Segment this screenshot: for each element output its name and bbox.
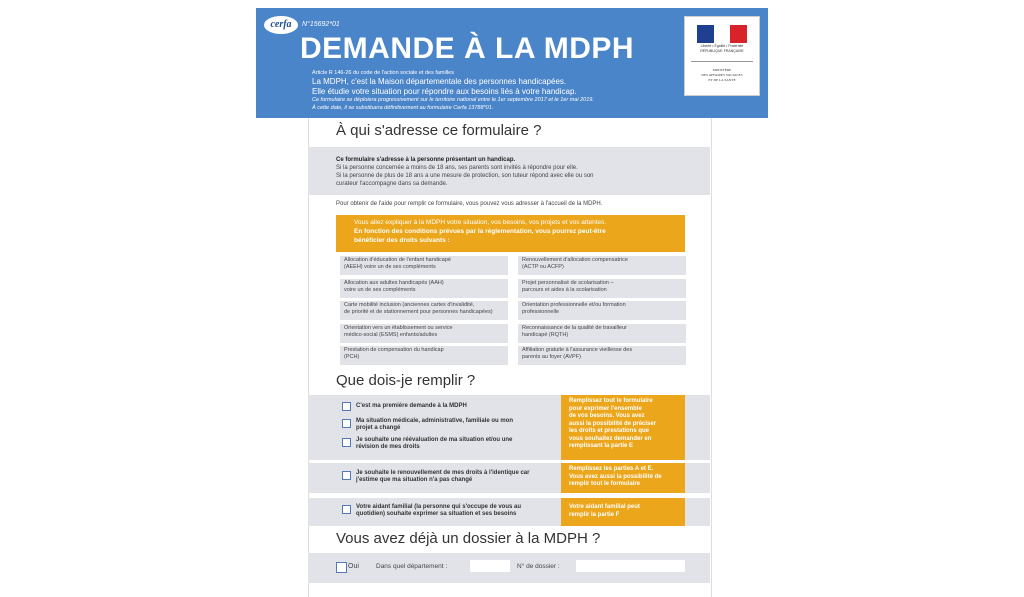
benefit-line: Prestation de compensation du handicap xyxy=(344,347,444,353)
intro-text xyxy=(312,77,577,97)
choice-label-line: projet a changé xyxy=(356,425,401,431)
choice-label-line: Votre aidant familial (la personne qui s'occupe de vous au xyxy=(356,504,522,510)
divider xyxy=(691,61,753,62)
intro-line: Elle étudie votre situation pour répondre aux besoins liés à votre handicap. xyxy=(312,87,577,96)
benefit-item xyxy=(518,324,686,343)
republic-name: RÉPUBLIQUE FRANÇAISE xyxy=(700,48,744,53)
instruction-line: aussi la possibilité de préciser xyxy=(569,420,657,427)
benefit-item xyxy=(340,324,508,343)
choice-label xyxy=(356,504,521,518)
help-line: Pour obtenir de l'aide pour remplir ce formulaire, vous pouvez vous adresser à l'accueil de la MDPH. xyxy=(336,201,603,207)
situation-changed-checkbox[interactable] xyxy=(342,419,351,428)
benefit-item xyxy=(340,256,508,275)
renewal-checkbox[interactable] xyxy=(342,471,351,480)
choice-label-line: j'estime que ma situation n'a pas changé xyxy=(356,477,473,483)
department-input[interactable] xyxy=(470,560,510,572)
audience-line: Si la personne concernée a moins de 18 ans, ses parents sont invités à répondre pour elle. xyxy=(336,165,578,171)
note-line: À cette date, il se substituera définitivement au formulaire Cerfa 13788*01. xyxy=(312,104,494,111)
benefit-line: Allocation d'éducation de l'enfant handicapé xyxy=(344,257,451,263)
benefit-item xyxy=(518,279,686,298)
ministry-line: ET DE LA SANTÉ xyxy=(708,78,736,82)
instruction-line: Vous avez aussi la possibilité de xyxy=(569,473,662,480)
choice-label xyxy=(356,437,512,451)
note-line: Ce formulaire se déploiera progressivement sur le territoire national entre le 1er septembre 2017 et le 1er mai 2019. xyxy=(312,97,594,103)
benefit-line: médico-social (ESMS) enfants/adultes xyxy=(344,331,438,338)
rights-intro-line: En fonction des conditions prévues par la réglementation, vous pourrez peut-être xyxy=(354,228,606,235)
benefit-line: de priorité et de stationnement pour personnes handicapées) xyxy=(344,309,493,315)
benefit-item xyxy=(340,346,508,365)
benefit-line: parcours et aides à la scolarisation xyxy=(522,286,607,293)
first-request-checkbox[interactable] xyxy=(342,402,351,411)
choice-label-line: Ma situation médicale, administrative, familiale ou mon xyxy=(356,418,514,424)
file-number-input[interactable] xyxy=(576,560,685,572)
form-header xyxy=(256,8,768,118)
benefit-line: (AEEH) voire un de ses compléments xyxy=(344,264,436,270)
benefit-item xyxy=(340,301,508,320)
instruction-line: les droits et prestations que xyxy=(569,428,650,434)
instruction-line: vous souhaitez demander en xyxy=(569,435,652,442)
oui-checkbox[interactable] xyxy=(336,562,347,573)
orange-instruction-1 xyxy=(561,395,685,460)
orange-instruction-3 xyxy=(561,498,685,526)
instruction-line: de vos besoins. Vous avez xyxy=(569,413,645,419)
choice-label xyxy=(356,418,513,432)
audience-line: curateur l'accompagne dans sa demande. xyxy=(336,181,448,187)
benefit-item xyxy=(518,346,686,365)
section-heading-what: Que dois-je remplir ? xyxy=(336,372,476,389)
benefit-line: handicapé (RQTH) xyxy=(522,331,569,338)
audience-bold-line: Ce formulaire s'adresse à la personne présentant un handicap. xyxy=(336,157,516,163)
ministry-name xyxy=(687,68,757,83)
deployment-note xyxy=(312,97,594,112)
instruction-line: Votre aidant familial peut xyxy=(569,504,640,510)
instruction-line: remplir la partie F xyxy=(569,511,620,518)
form-title: DEMANDE À LA MDPH xyxy=(300,32,635,65)
benefit-line: (PCH) xyxy=(344,354,360,360)
benefit-line: Reconnaissance de la qualité de travailleur xyxy=(522,324,627,331)
benefit-line: Orientation vers un établissement ou service xyxy=(344,324,453,331)
rights-intro-line: Vous allez expliquer à la MDPH votre situation, vos besoins, vos projets et vos attentes. xyxy=(354,219,607,226)
choice-label-line: Je souhaite le renouvellement de mes droits à l'identique car xyxy=(356,470,530,476)
file-number-label: N° de dossier : xyxy=(517,563,560,570)
instruction-line: pour exprimer l'ensemble xyxy=(569,405,642,412)
form-page xyxy=(256,8,768,597)
ministry-line: MINISTÈRE xyxy=(712,68,732,72)
section-heading-existing-file: Vous avez déjà un dossier à la MDPH ? xyxy=(336,530,601,547)
section-heading-who: À qui s'adresse ce formulaire ? xyxy=(336,122,542,139)
benefit-line: voire un de ses compléments xyxy=(344,286,416,293)
benefit-line: (ACTP ou ACFP) xyxy=(522,264,564,270)
audience-box xyxy=(308,147,710,195)
benefit-line: parents au foyer (AVPF) xyxy=(522,354,581,360)
republique-francaise-logo xyxy=(684,16,760,96)
benefit-line: Carte mobilité inclusion (anciennes cartes d'invalidité, xyxy=(344,302,475,308)
benefit-item xyxy=(340,279,508,298)
choice-label-line: quotidien) souhaite exprimer sa situation et ses besoins xyxy=(356,511,517,517)
audience-line: Si la personne de plus de 18 ans a une mesure de protection, son tuteur répond avec elle ou son xyxy=(336,173,594,179)
benefit-line: Allocation aux adultes handicapés (AAH) xyxy=(344,279,444,286)
benefit-item xyxy=(518,301,686,320)
orange-instruction-2 xyxy=(561,463,685,493)
rights-intro-line: bénéficier des droits suivants : xyxy=(354,237,450,244)
instruction-line: remplir tout le formulaire xyxy=(569,481,641,487)
article-reference: Article R 146-26 du code de l'action sociale et des familles xyxy=(312,70,454,76)
form-number: N°15692*01 xyxy=(302,21,340,28)
instruction-line: Remplissez tout le formulaire xyxy=(569,398,653,404)
instruction-line: remplissant la partie E xyxy=(569,443,634,449)
department-label: Dans quel département : xyxy=(376,563,448,570)
choice-label: C'est ma première demande à la MDPH xyxy=(356,403,467,409)
republic-mark xyxy=(687,44,757,53)
choice-label xyxy=(356,470,529,484)
republic-motto: Liberté • Égalité • Fraternité xyxy=(700,44,744,48)
benefit-line: Renouvellement d'allocation compensatrice xyxy=(522,257,628,263)
benefit-line: Affiliation gratuite à l'assurance vieillesse des xyxy=(522,347,633,353)
intro-line: La MDPH, c'est la Maison départementale des personnes handicapées. xyxy=(312,77,567,86)
choice-label-line: révision de mes droits xyxy=(356,444,420,450)
benefit-line: Orientation professionnelle et/ou formation xyxy=(522,302,626,308)
benefit-line: Projet personnalisé de scolarisation – xyxy=(522,279,614,286)
instruction-line: Remplissez les parties A et E. xyxy=(569,466,654,472)
cerfa-logo: cerfa xyxy=(264,16,298,34)
caregiver-checkbox[interactable] xyxy=(342,505,351,514)
benefit-line: professionnelle xyxy=(522,309,559,315)
ministry-line: DES AFFAIRES SOCIALES xyxy=(701,73,743,77)
choice-label-line: Je souhaite une réévaluation de ma situation et/ou une xyxy=(356,437,513,443)
french-flag-icon xyxy=(697,25,747,43)
reevaluation-checkbox[interactable] xyxy=(342,438,351,447)
rights-intro-box xyxy=(336,215,685,252)
benefit-item xyxy=(518,256,686,275)
oui-label: Oui xyxy=(348,563,359,570)
